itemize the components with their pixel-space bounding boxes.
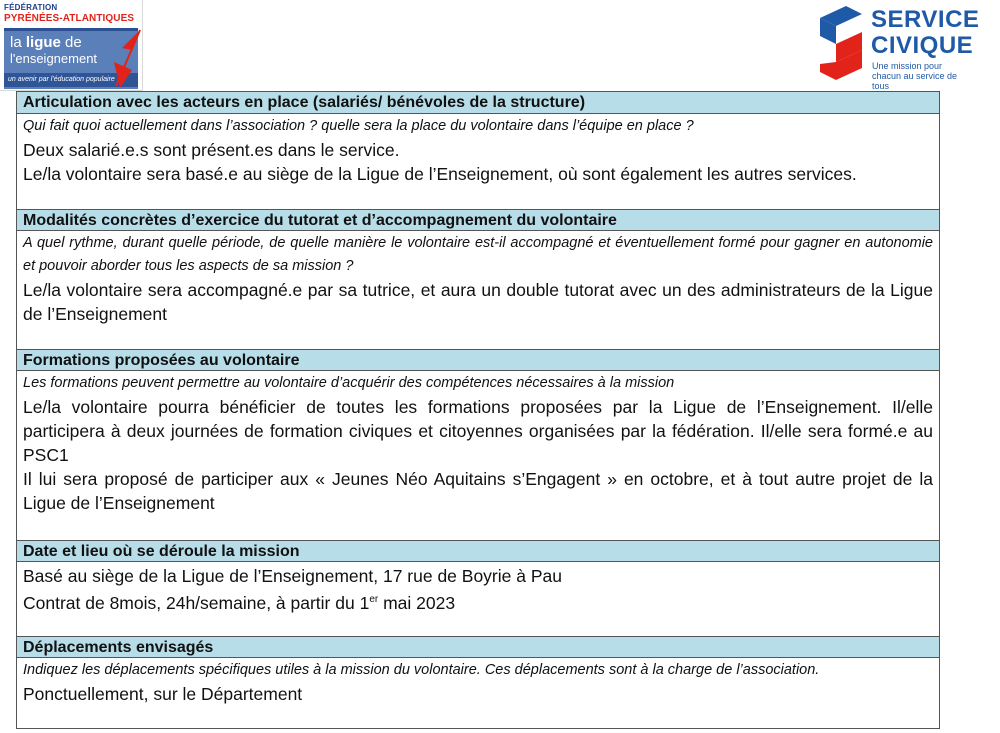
section-formations [17, 349, 939, 515]
logo-federation-text: FÉDÉRATION [4, 3, 58, 12]
contract-suffix: mai 2023 [378, 592, 456, 613]
section-title: Formations proposées au volontaire [17, 349, 939, 371]
section-answer: Le/la volontaire sera accompagné.e par sa tutrice, et aura un double tutorat avec un des administrateurs de la Ligue de l’Enseignement [23, 280, 933, 324]
contract-sup: er [369, 594, 379, 605]
logo-tagline: un avenir par l'éducation populaire [4, 73, 138, 87]
logo-line1-prefix: la [10, 34, 22, 51]
service-civique-logo [816, 4, 980, 91]
section-title: Articulation avec les acteurs en place (salariés/ bénévoles de la structure) [17, 92, 939, 114]
section-answer: Ponctuellement, sur le Département [23, 684, 303, 704]
contract-prefix: Contrat de 8mois, 24h/semaine, à partir du 1 [23, 592, 370, 613]
logo-line1-suffix: de [65, 34, 82, 51]
section-answer: Deux salarié.e.s sont présent.es dans le service. [23, 140, 400, 160]
section-answer: Le/la volontaire sera basé.e au siège de la Ligue de l’Enseignement, où sont également les autres services. [23, 164, 857, 184]
section-deplacements [17, 636, 939, 706]
section-articulation [17, 92, 939, 186]
red-flag-icon [102, 0, 142, 90]
logo-line1-bold: ligue [25, 34, 61, 51]
section-answer: Il lui sera proposé de participer aux « Jeunes Néo Aquitains s’Engagent » en octobre, et à tout autre projet de la Ligue de l’Enseignement [23, 469, 933, 513]
section-date-lieu [17, 540, 939, 615]
section-question: Indiquez les déplacements spécifiques utiles à la mission du volontaire. Ces déplacements sont à la charge de l’association. [23, 662, 820, 678]
section-question: A quel rythme, durant quelle période, de quelle manière le volontaire est-il accompagné et éventuellement formé pour gagner en autonomie et pouvoir aborder tous les aspects de sa mission ? [23, 235, 933, 274]
service-civique-line1: SERVICE [871, 6, 980, 33]
mission-table [16, 91, 940, 729]
section-question: Les formations peuvent permettre au volontaire d’acquérir des compétences nécessaires à la mission [23, 375, 675, 391]
section-title: Date et lieu où se déroule la mission [17, 540, 939, 562]
ligue-enseignement-logo [0, 0, 143, 91]
section-answer: Basé au siège de la Ligue de l’Enseignement, 17 rue de Boyrie à Pau [23, 566, 562, 586]
contract-line [17, 588, 939, 615]
section-answer: Le/la volontaire pourra bénéficier de toutes les formations proposées par la Ligue de l’Enseignement. Il/elle participera à deux journées de formation civiques et citoyennes organisées par la fédération. Il/elle sera formé.e au PSC1 [23, 397, 933, 465]
service-civique-emblem-icon [816, 4, 866, 82]
logo-departement-text: PYRÉNÉES-ATLANTIQUES [4, 13, 135, 24]
section-question: Qui fait quoi actuellement dans l’association ? quelle sera la place du volontaire dans l’équipe en place ? [23, 118, 694, 134]
section-title: Modalités concrètes d’exercice du tutorat et d’accompagnement du volontaire [17, 209, 939, 231]
logo-line1 [10, 34, 82, 51]
logo-line2: l'enseignement [10, 51, 98, 66]
service-civique-tagline: Une mission pour chacun au service de tous [872, 61, 958, 91]
section-title: Déplacements envisagés [17, 636, 939, 658]
section-tutorat [17, 209, 939, 326]
service-civique-line2: CIVIQUE [871, 32, 974, 59]
